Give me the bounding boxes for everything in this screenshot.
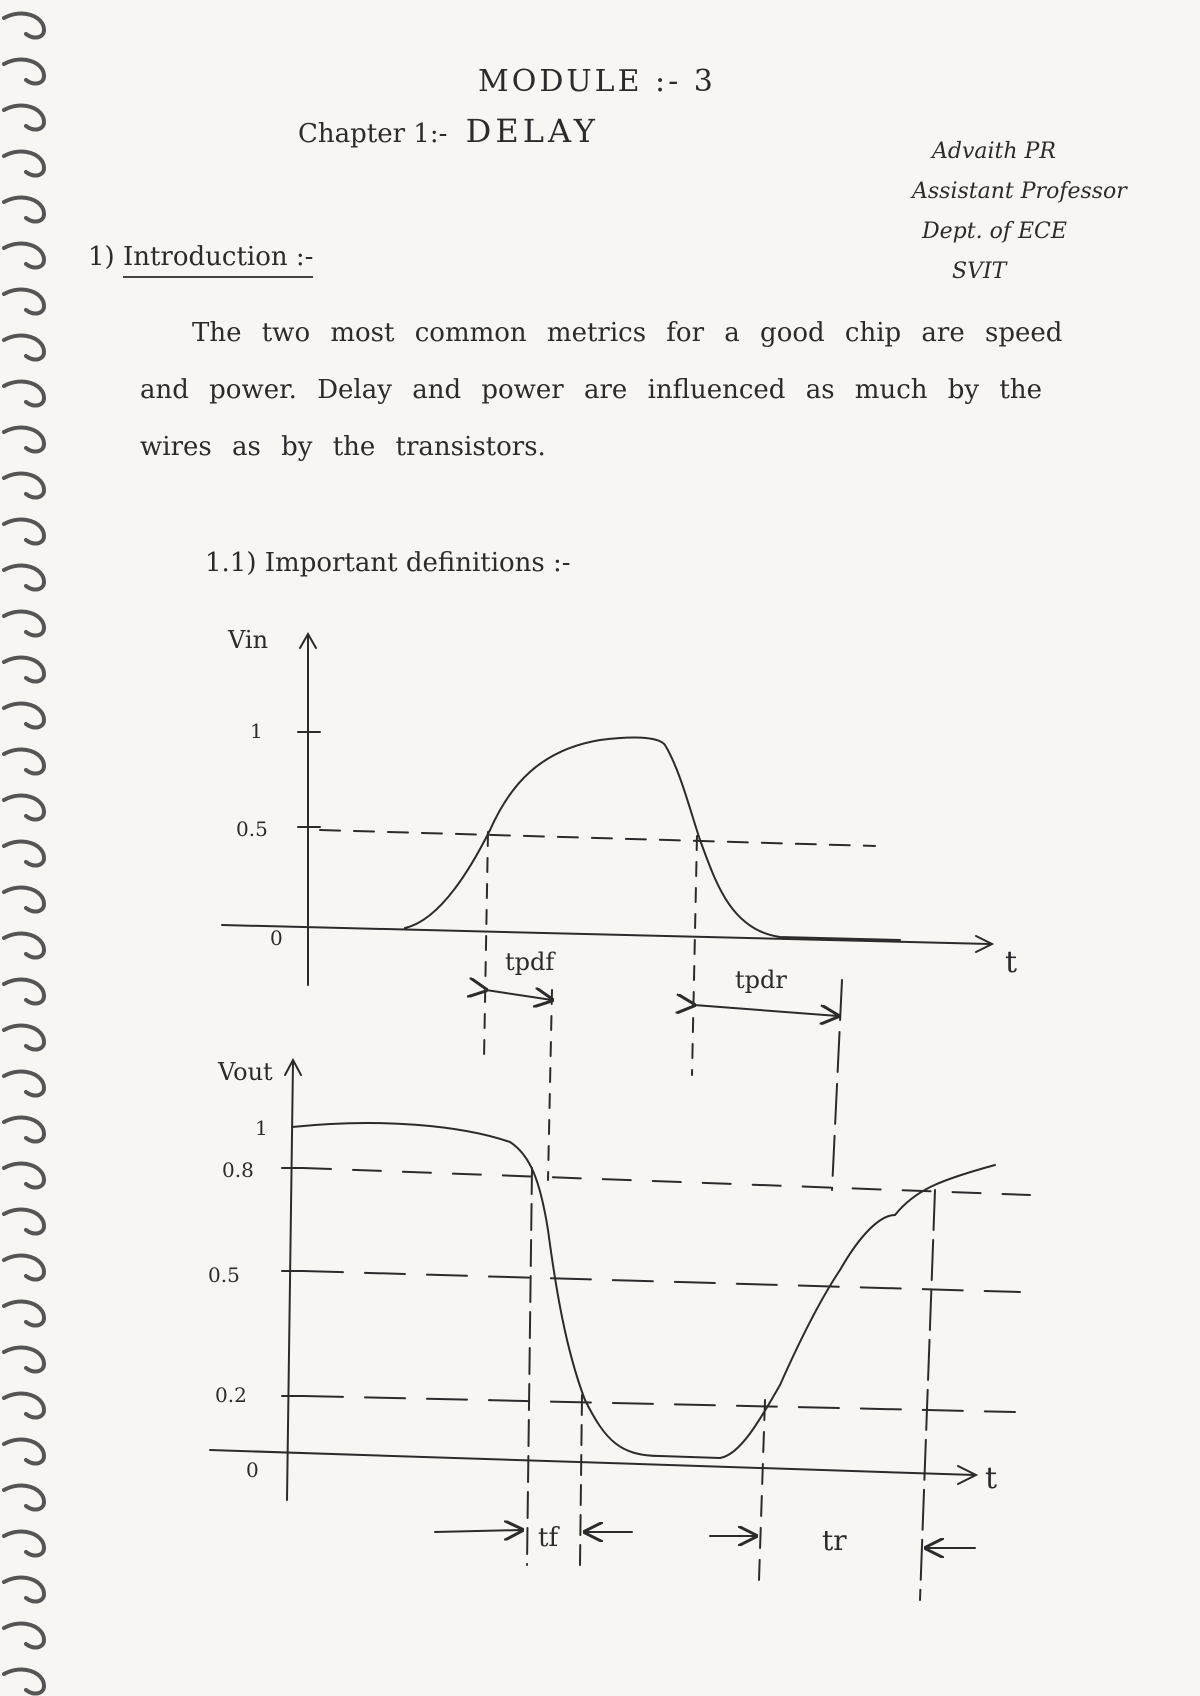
tr-start-dashed xyxy=(759,1400,765,1580)
chapter-title: DELAY xyxy=(465,112,599,150)
tpdf-arrow xyxy=(486,990,552,1000)
vout-axis-label: Vout xyxy=(218,1058,273,1086)
vin-tick-label-05: 0.5 xyxy=(236,817,268,841)
vout-08-level-dashed xyxy=(303,1168,1030,1195)
tpdr-label: tpdr xyxy=(735,966,787,994)
vout-waveform xyxy=(292,1123,995,1458)
vin-half-level-dashed xyxy=(320,830,875,846)
author-department: Dept. of ECE xyxy=(922,219,1067,244)
tpdr-boundary-dashed xyxy=(832,980,842,1190)
vout-tick-label-1: 1 xyxy=(255,1116,268,1140)
tr-label: tr xyxy=(822,1524,847,1557)
vin-axis-label: Vin xyxy=(228,626,269,654)
tf-label: tf xyxy=(538,1523,559,1553)
vin-waveform xyxy=(405,738,900,940)
tpdf-label: tpdf xyxy=(505,948,555,976)
vin-crossing-rise-dashed xyxy=(692,836,697,1075)
tpdr-arrow xyxy=(694,1005,838,1016)
intro-paragraph: The two most common metrics for a good chip are speed and power. Delay and power are influenced as much by the wires as by the transistors. xyxy=(140,318,1063,462)
vout-tick-label-0: 0 xyxy=(246,1458,259,1482)
tf-start-dashed xyxy=(527,1168,532,1565)
vout-tick-label-05: 0.5 xyxy=(208,1263,240,1287)
tr-end-dashed xyxy=(920,1190,935,1600)
subsection-number: 1.1) xyxy=(205,548,257,578)
section-number: 1) xyxy=(88,242,115,272)
vout-tick-label-08: 0.8 xyxy=(222,1158,254,1182)
vin-time-label: t xyxy=(1005,945,1018,980)
vin-crossing-fall-dashed xyxy=(484,832,488,1060)
vin-tick-label-1: 1 xyxy=(250,719,263,743)
vout-tick-label-02: 0.2 xyxy=(215,1383,247,1407)
vout-time-label: t xyxy=(985,1461,998,1496)
chapter-label: Chapter 1:- xyxy=(298,119,448,149)
module-title: MODULE :- 3 xyxy=(478,64,716,99)
section-title: Introduction :- xyxy=(123,242,313,278)
tf-end-dashed xyxy=(580,1395,582,1565)
tpdf-boundary-dashed xyxy=(548,990,552,1180)
vin-tick-label-0: 0 xyxy=(270,926,283,950)
vout-x-axis xyxy=(210,1450,975,1475)
author-designation: Assistant Professor xyxy=(912,179,1127,204)
subsection-title: Important definitions :- xyxy=(264,548,571,578)
tf-left-arrow xyxy=(435,1530,522,1532)
vout-05-level-dashed xyxy=(303,1271,1020,1292)
author-institution: SVIT xyxy=(952,259,1007,284)
vin-x-axis xyxy=(222,925,990,944)
author-name: Advaith PR xyxy=(932,139,1056,164)
vout-02-level-dashed xyxy=(303,1396,1015,1412)
